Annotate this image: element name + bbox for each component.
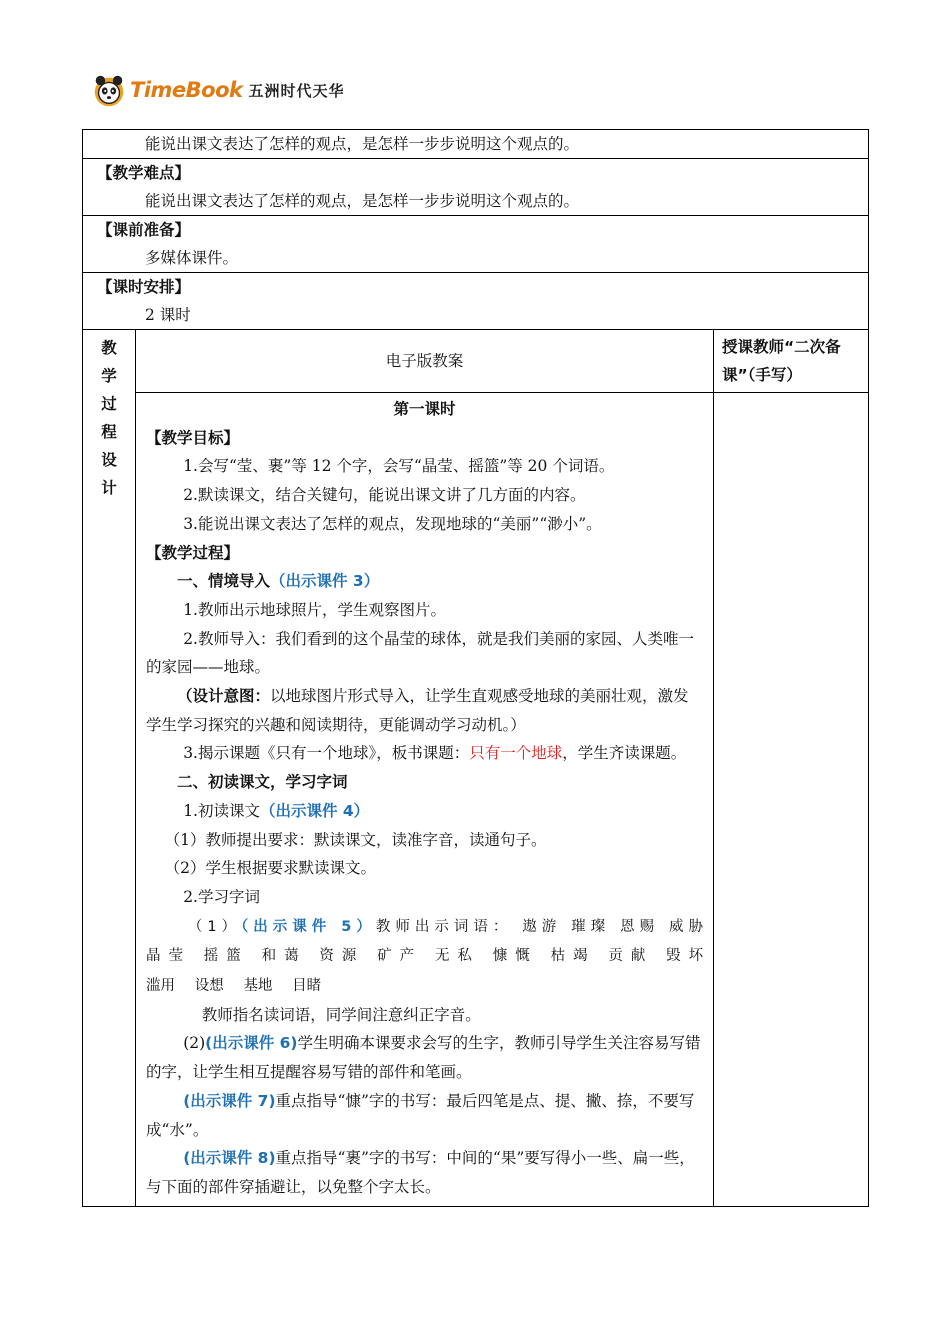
- main-header: 电子版教案: [136, 330, 714, 393]
- board-title: 只有一个地球: [469, 744, 563, 763]
- goal-2: 2.默读课文，结合关键句，能说出课文讲了几方面的内容。: [183, 486, 586, 505]
- vocab-word: 和蔼: [261, 948, 307, 965]
- step1-3c: ，学生齐读课题。: [562, 744, 687, 763]
- vocab-word: 摇篮: [203, 948, 249, 965]
- side-char: 设: [101, 451, 117, 469]
- vocab-word: 晶莹: [146, 948, 191, 965]
- step2-2b-ref: (出示课件 6): [205, 1034, 298, 1053]
- key-point-row: [83, 130, 869, 159]
- vocab-word: 慷慨: [492, 948, 538, 965]
- step2-1a: （1）教师提出要求：默读课文，读准字音，读通句子。: [164, 830, 547, 849]
- step2-2d-text: 重点指导“裹”字的书写：中间的“果”要写得小一些、扁一些，与下面的部件穿插避让，以免整个字太长。: [146, 1149, 695, 1196]
- vocab-word: 毁坏: [666, 948, 704, 965]
- goal-3: 3.能说出课文表达了怎样的观点，发现地球的“美丽”“渺小”。: [183, 514, 602, 533]
- handwritten-notes-column: [714, 393, 869, 1207]
- panda-logo-icon: [90, 71, 128, 109]
- difficulty-row: [83, 159, 869, 216]
- step2-1: 1.初读课文: [183, 801, 260, 820]
- lesson-plan-table: [82, 129, 869, 1207]
- step2-2b-text: 学生明确本课要求会写的生字，教师引导学生关注容易写错的字，让学生相互提醒容易写错的部件和笔画。: [146, 1034, 701, 1082]
- step2-2: 2.学习字词: [183, 887, 260, 906]
- step2-2a-ref: （出示课件 5）: [241, 918, 376, 935]
- goal-1: 1.会写“莹、裹”等 12 个字，会写“晶莹、摇篮”等 20 个词语。: [183, 457, 615, 476]
- step2-1-ref: （出示课件 4）: [259, 801, 370, 820]
- vocab-word: 目睹: [292, 978, 322, 995]
- step1-title: 一、情境导入: [177, 572, 271, 591]
- schedule-text: 2 课时: [145, 306, 191, 324]
- right-header: 授课教师“二次备课”（手写）: [714, 330, 869, 393]
- side-char: 过: [101, 395, 117, 413]
- process-side-label: [83, 330, 136, 1207]
- lesson-title: 第一课时: [393, 400, 456, 418]
- vocab-word: 贡献: [608, 948, 654, 965]
- vocab-word: 无私: [434, 948, 480, 965]
- logo-wordmark: TimeBook: [130, 78, 243, 102]
- words-line-3: [146, 971, 703, 1001]
- vocab-word: 资源: [319, 948, 365, 965]
- step2-2a-pre: （1）: [187, 918, 242, 935]
- process-title: 【教学过程】: [146, 543, 240, 562]
- process-body-row: [83, 393, 869, 1207]
- process-header-row: [83, 330, 869, 393]
- step2-title: 二、初读课文，学习字词: [177, 773, 348, 792]
- prep-row: [83, 216, 869, 273]
- prep-title: 【课前准备】: [97, 221, 191, 239]
- step2-2a-text: 教师出示词语：: [375, 918, 513, 935]
- vocab-word: 遨游: [522, 918, 562, 935]
- prep-text: 多媒体课件。: [145, 249, 239, 267]
- step2-2d-ref: (出示课件 8): [183, 1149, 276, 1168]
- side-char: 学: [101, 367, 117, 385]
- step2-1b: （2）学生根据要求默读课文。: [164, 859, 376, 878]
- step1-3a: 3.揭示课题《只有一个地球》，板书课题：: [183, 744, 470, 763]
- design-text: 以地球图片形式导入，让学生直观感受地球的美丽壮观，激发学生学习探究的兴趣和阅读期待，更能调动学习动机。）: [146, 687, 689, 734]
- vocab-word: 设想: [194, 978, 224, 995]
- step1-ref: （出示课件 3）: [270, 572, 380, 591]
- words-line-1: [146, 912, 703, 942]
- vocab-word: 矿产: [377, 948, 423, 965]
- vocab-word: 基地: [243, 978, 273, 995]
- vocab-word: 滥用: [146, 978, 175, 995]
- schedule-title: 【课时安排】: [97, 278, 191, 296]
- vocab-word: 枯竭: [550, 948, 596, 965]
- difficulty-title: 【教学难点】: [97, 164, 191, 182]
- schedule-row: [83, 273, 869, 330]
- step2-2c-ref: (出示课件 7): [183, 1091, 276, 1110]
- side-char: 教: [101, 339, 117, 357]
- step1-1: 1.教师出示地球照片，学生观察图片。: [183, 600, 446, 619]
- key-point-text: 能说出课文表达了怎样的观点，是怎样一步步说明这个观点的。: [145, 135, 580, 153]
- side-char: 计: [101, 479, 117, 497]
- vocab-word: 恩赐: [620, 918, 660, 935]
- step1-2: 2.教师导入：我们看到的这个晶莹的球体，就是我们美丽的家园、人类唯一的家园——地球。: [146, 629, 694, 677]
- lesson-content: [136, 393, 714, 1207]
- timebook-logo: [90, 70, 345, 110]
- vocab-word: 璀璨: [571, 918, 611, 935]
- difficulty-text: 能说出课文表达了怎样的观点，是怎样一步步说明这个观点的。: [145, 192, 580, 210]
- words-line-2: [146, 941, 703, 971]
- goals-title: 【教学目标】: [146, 428, 240, 447]
- step2-2c-text: 重点指导“慷”字的书写：最后四笔是点、提、撇、捺，不要写成“水”。: [146, 1091, 695, 1139]
- vocab-word: 威胁: [669, 918, 704, 935]
- step2-2b-pre: (2): [183, 1034, 206, 1053]
- step2-2a-follow: 教师指名读词语，同学间注意纠正字音。: [201, 1005, 481, 1024]
- side-char: 程: [101, 423, 117, 441]
- logo-chinese: 五洲时代天华: [248, 81, 345, 100]
- design-label: （设计意图：: [177, 687, 271, 706]
